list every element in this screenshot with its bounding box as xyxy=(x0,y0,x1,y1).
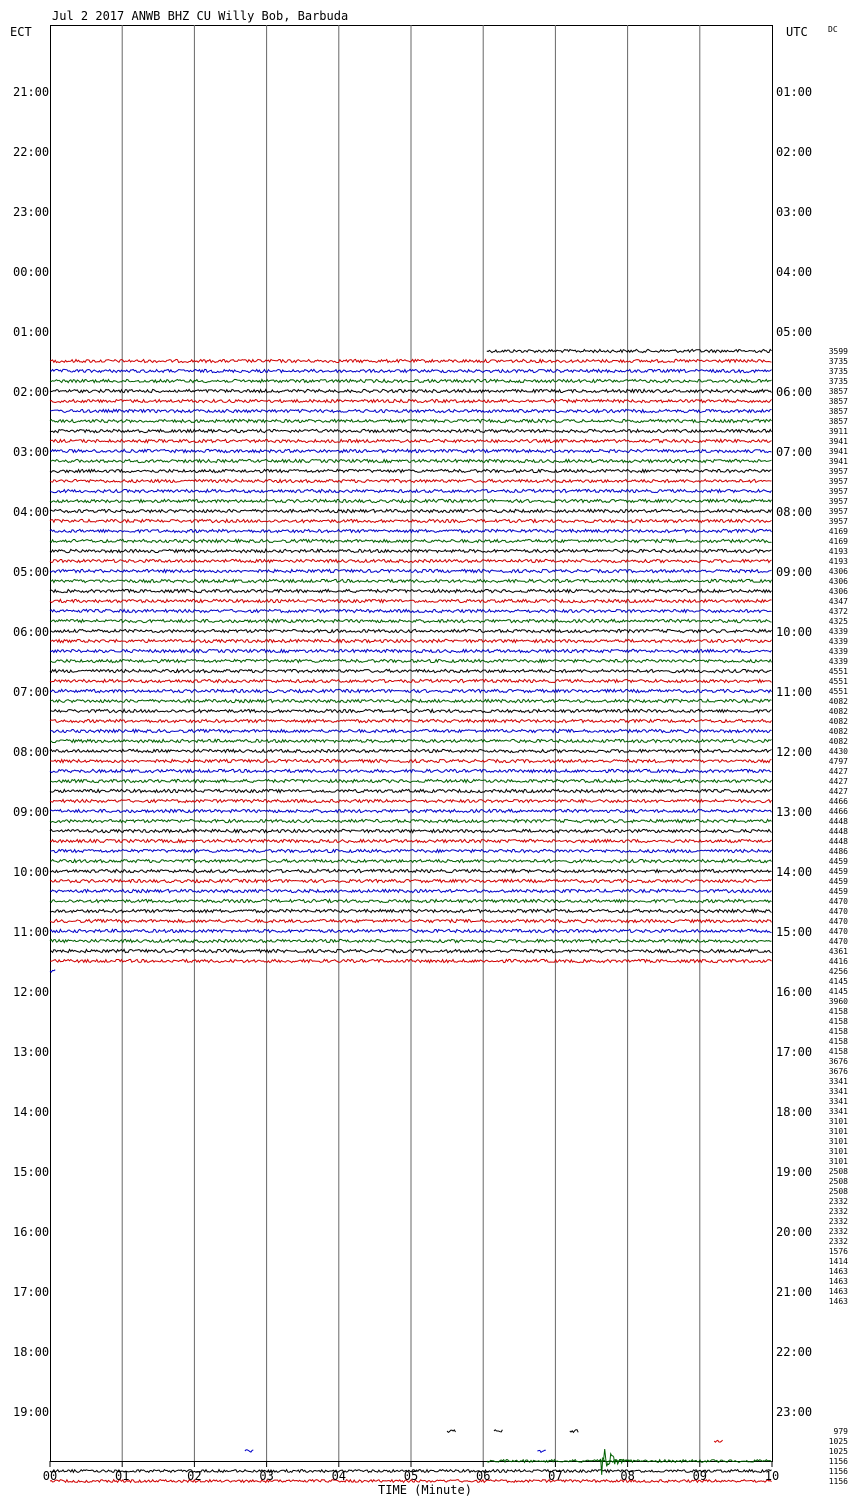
x-tick-label: 06 xyxy=(475,1469,491,1483)
scale-label: 4448 xyxy=(828,827,848,836)
left-hour-label: 09:00 xyxy=(13,805,50,819)
right-hour-label: 08:00 xyxy=(776,505,813,519)
scale-label: 4372 xyxy=(828,607,848,616)
scale-label: 4459 xyxy=(828,857,848,866)
scale-label: 3599 xyxy=(828,347,848,356)
right-hour-label: 06:00 xyxy=(776,385,813,399)
left-hour-label: 03:00 xyxy=(13,445,50,459)
scale-label: 4470 xyxy=(828,927,848,936)
scale-label: 3101 xyxy=(828,1157,848,1166)
scale-label: 4470 xyxy=(828,917,848,926)
scale-label: 3857 xyxy=(828,417,848,426)
scale-label: 4082 xyxy=(828,737,848,746)
scale-label: 4169 xyxy=(828,527,848,536)
scale-label: 3957 xyxy=(828,467,848,476)
scale-label: 979 xyxy=(833,1427,848,1436)
scale-label: 2332 xyxy=(828,1197,848,1206)
left-hour-label: 07:00 xyxy=(13,685,50,699)
left-hour-label: 21:00 xyxy=(13,85,50,99)
right-hour-label: 02:00 xyxy=(776,145,813,159)
scale-label: 3735 xyxy=(828,357,848,366)
right-hour-label: 11:00 xyxy=(776,685,813,699)
right-hour-label: 19:00 xyxy=(776,1165,813,1179)
left-hour-labels xyxy=(13,85,49,1419)
scale-label: 4470 xyxy=(828,937,848,946)
scale-label: 3957 xyxy=(828,507,848,516)
left-hour-label: 18:00 xyxy=(13,1345,50,1359)
scale-label: 2508 xyxy=(828,1177,848,1186)
scale-label: 4347 xyxy=(828,597,848,606)
scale-label: 4361 xyxy=(828,947,848,956)
x-tick-label: 10 xyxy=(764,1469,780,1483)
right-hour-label: 23:00 xyxy=(776,1405,813,1419)
scale-label: 3676 xyxy=(828,1067,848,1076)
left-hour-label: 19:00 xyxy=(13,1405,50,1419)
scale-label: 4427 xyxy=(828,787,848,796)
scale-label: 1414 xyxy=(828,1257,848,1266)
x-tick-label: 09 xyxy=(692,1469,708,1483)
scale-label: 3735 xyxy=(828,367,848,376)
left-hour-label: 01:00 xyxy=(13,325,50,339)
scale-labels xyxy=(829,347,848,1486)
scale-label: 4459 xyxy=(828,867,848,876)
left-hour-label: 22:00 xyxy=(13,145,50,159)
scale-label: 4486 xyxy=(828,847,848,856)
x-tick-label: 05 xyxy=(403,1469,419,1483)
scale-label: 4082 xyxy=(828,717,848,726)
scale-label: 4551 xyxy=(828,677,848,686)
left-hour-label: 00:00 xyxy=(13,265,50,279)
scale-label: 2332 xyxy=(828,1237,848,1246)
scale-label: 4169 xyxy=(828,537,848,546)
scale-label: 1025 xyxy=(828,1437,848,1446)
scale-label: 3101 xyxy=(828,1117,848,1126)
right-hour-label: 18:00 xyxy=(776,1105,813,1119)
scale-label: 4466 xyxy=(828,797,848,806)
scale-label: 4551 xyxy=(828,687,848,696)
scale-label: 3101 xyxy=(828,1147,848,1156)
scale-label: 4193 xyxy=(828,557,848,566)
scale-label: 4797 xyxy=(828,757,848,766)
scale-label: 4158 xyxy=(828,1007,848,1016)
x-tick-label: 07 xyxy=(548,1469,563,1483)
scale-label: 4082 xyxy=(828,727,848,736)
x-tick-label: 02 xyxy=(187,1469,202,1483)
plot-title: Jul 2 2017 ANWB BHZ CU Willy Bob, Barbuda xyxy=(52,9,349,23)
scale-label: 1463 xyxy=(828,1267,848,1276)
scale-label: 1576 xyxy=(828,1247,848,1256)
scale-label: 4427 xyxy=(828,777,848,786)
scale-label: 4082 xyxy=(828,707,848,716)
right-hour-label: 03:00 xyxy=(776,205,813,219)
scale-label: 4306 xyxy=(828,587,848,596)
x-tick-label: 03 xyxy=(259,1469,274,1483)
scale-label: 4448 xyxy=(828,817,848,826)
scale-label: 1463 xyxy=(828,1297,848,1306)
scale-label: 4459 xyxy=(828,887,848,896)
left-hour-label: 23:00 xyxy=(13,205,50,219)
scale-label: 3957 xyxy=(828,487,848,496)
scale-label: 4339 xyxy=(828,657,848,666)
scale-label: 4158 xyxy=(828,1037,848,1046)
scale-label: 4193 xyxy=(828,547,848,556)
scale-label: 3857 xyxy=(828,407,848,416)
right-hour-label: 17:00 xyxy=(776,1045,813,1059)
scale-label: 4145 xyxy=(828,987,848,996)
scale-label: 4325 xyxy=(828,617,848,626)
scale-label: 4551 xyxy=(828,667,848,676)
right-hour-label: 16:00 xyxy=(776,985,813,999)
scale-label: 4416 xyxy=(828,957,848,966)
left-hour-label: 17:00 xyxy=(13,1285,50,1299)
left-hour-label: 13:00 xyxy=(13,1045,50,1059)
scale-label: 3101 xyxy=(828,1127,848,1136)
scale-label: 3735 xyxy=(828,377,848,386)
x-axis-label: TIME (Minute) xyxy=(378,1483,472,1497)
right-hour-label: 10:00 xyxy=(776,625,813,639)
left-hour-label: 06:00 xyxy=(13,625,50,639)
scale-label: 4082 xyxy=(828,697,848,706)
scale-label: 4339 xyxy=(828,637,848,646)
right-timezone-label: UTC xyxy=(786,25,808,39)
x-tick-label: 00 xyxy=(42,1469,58,1483)
left-hour-label: 04:00 xyxy=(13,505,50,519)
x-tick-label: 04 xyxy=(331,1469,347,1483)
scale-label: 4427 xyxy=(828,767,848,776)
scale-label: 3957 xyxy=(828,517,848,526)
left-hour-label: 08:00 xyxy=(13,745,50,759)
scale-label: 3941 xyxy=(828,457,848,466)
right-hour-label: 09:00 xyxy=(776,565,813,579)
scale-label: 3941 xyxy=(828,447,848,456)
scale-label: 4158 xyxy=(828,1027,848,1036)
right-hour-label: 20:00 xyxy=(776,1225,813,1239)
scale-label: 4306 xyxy=(828,577,848,586)
right-hour-label: 21:00 xyxy=(776,1285,813,1299)
scale-label: 1025 xyxy=(828,1447,848,1456)
dc-tag: DC xyxy=(828,25,838,34)
scale-label: 3857 xyxy=(828,397,848,406)
scale-label: 4339 xyxy=(828,647,848,656)
scale-label: 3960 xyxy=(828,997,848,1006)
left-hour-label: 16:00 xyxy=(13,1225,50,1239)
scale-label: 4430 xyxy=(828,747,848,756)
scale-label: 3676 xyxy=(828,1057,848,1066)
right-hour-label: 22:00 xyxy=(776,1345,813,1359)
scale-label: 2332 xyxy=(828,1207,848,1216)
left-hour-label: 14:00 xyxy=(13,1105,50,1119)
scale-label: 2332 xyxy=(828,1217,848,1226)
scale-label: 3941 xyxy=(828,437,848,446)
scale-label: 4459 xyxy=(828,877,848,886)
right-hour-label: 05:00 xyxy=(776,325,813,339)
left-hour-label: 15:00 xyxy=(13,1165,50,1179)
scale-label: 3341 xyxy=(828,1087,848,1096)
scale-label: 3857 xyxy=(828,387,848,396)
scale-label: 3341 xyxy=(828,1097,848,1106)
right-hour-label: 14:00 xyxy=(776,865,813,879)
right-hour-label: 04:00 xyxy=(776,265,813,279)
left-hour-label: 11:00 xyxy=(13,925,50,939)
scale-label: 1463 xyxy=(828,1277,848,1286)
scale-label: 2332 xyxy=(828,1227,848,1236)
scale-label: 2508 xyxy=(828,1167,848,1176)
scale-label: 1156 xyxy=(828,1467,848,1476)
left-hour-label: 02:00 xyxy=(13,385,50,399)
scale-label: 1156 xyxy=(828,1457,848,1466)
right-hour-labels xyxy=(776,85,812,1419)
scale-label: 4470 xyxy=(828,907,848,916)
left-hour-label: 12:00 xyxy=(13,985,50,999)
scale-label: 3341 xyxy=(828,1107,848,1116)
scale-label: 3957 xyxy=(828,477,848,486)
scale-label: 4158 xyxy=(828,1017,848,1026)
left-hour-label: 10:00 xyxy=(13,865,50,879)
scale-label: 4306 xyxy=(828,567,848,576)
scale-label: 4470 xyxy=(828,897,848,906)
scale-label: 3341 xyxy=(828,1077,848,1086)
scale-label: 4339 xyxy=(828,627,848,636)
scale-label: 3101 xyxy=(828,1137,848,1146)
right-hour-label: 01:00 xyxy=(776,85,813,99)
x-tick-label: 01 xyxy=(114,1469,130,1483)
left-timezone-label: ECT xyxy=(10,25,32,39)
left-hour-label: 05:00 xyxy=(13,565,50,579)
right-hour-label: 13:00 xyxy=(776,805,813,819)
scale-label: 4158 xyxy=(828,1047,848,1056)
scale-label: 4256 xyxy=(828,967,848,976)
scale-label: 1463 xyxy=(828,1287,848,1296)
scale-label: 4448 xyxy=(828,837,848,846)
scale-label: 3957 xyxy=(828,497,848,506)
right-hour-label: 12:00 xyxy=(776,745,813,759)
scale-label: 4145 xyxy=(828,977,848,986)
right-hour-label: 15:00 xyxy=(776,925,813,939)
right-hour-label: 07:00 xyxy=(776,445,813,459)
scale-label: 1156 xyxy=(828,1477,848,1486)
scale-label: 4466 xyxy=(828,807,848,816)
scale-label: 3911 xyxy=(828,427,848,436)
x-tick-label: 08 xyxy=(620,1469,635,1483)
scale-label: 2508 xyxy=(828,1187,848,1196)
